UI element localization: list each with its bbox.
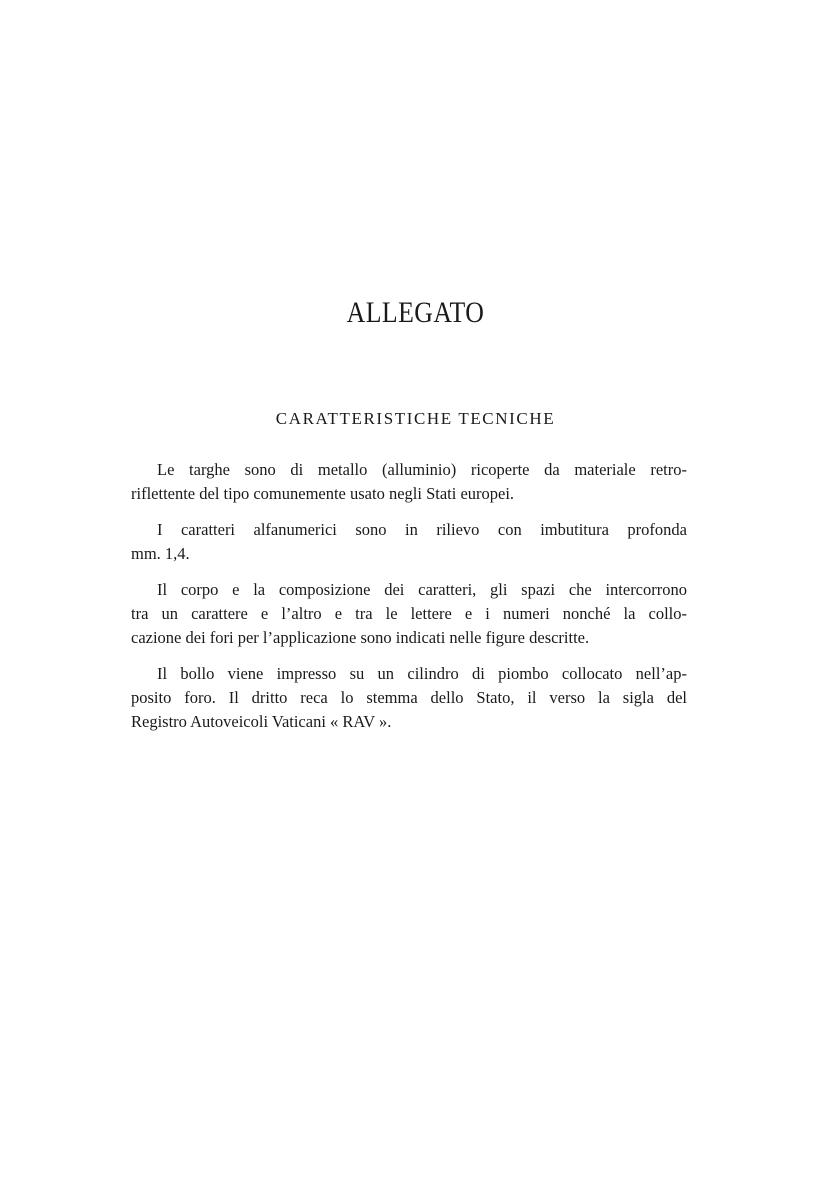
section-heading: CARATTERISTICHE TECNICHE [275, 409, 556, 428]
paragraph [131, 458, 687, 506]
paragraph [131, 662, 687, 734]
text-line: Il corpo e la composizione dei caratteri, gli spazi che intercorrono [157, 580, 687, 599]
text-line: I caratteri alfanumerici sono in rilievo con imbutitura profonda [157, 520, 687, 539]
paragraph [131, 518, 687, 566]
paragraph [131, 578, 687, 650]
body-text [131, 458, 687, 746]
text-line: Le targhe sono di metallo (alluminio) ricoperte da materiale retro- [157, 460, 687, 479]
document-title: ALLEGATO [346, 296, 485, 329]
text-line: tra un carattere e l’altro e tra le lettere e i numeri nonché la collo- [131, 604, 687, 623]
text-line: cazione dei fori per l’applicazione sono indicati nelle figure descritte. [131, 628, 590, 647]
text-line: mm. 1,4. [131, 544, 190, 563]
text-line: Il bollo viene impresso su un cilindro di piombo collocato nell’ap- [157, 664, 687, 683]
text-line: posito foro. Il dritto reca lo stemma dello Stato, il verso la sigla del [131, 688, 687, 707]
text-line: Registro Autoveicoli Vaticani « RAV ». [131, 712, 392, 731]
text-line: riflettente del tipo comunemente usato negli Stati europei. [131, 484, 515, 503]
